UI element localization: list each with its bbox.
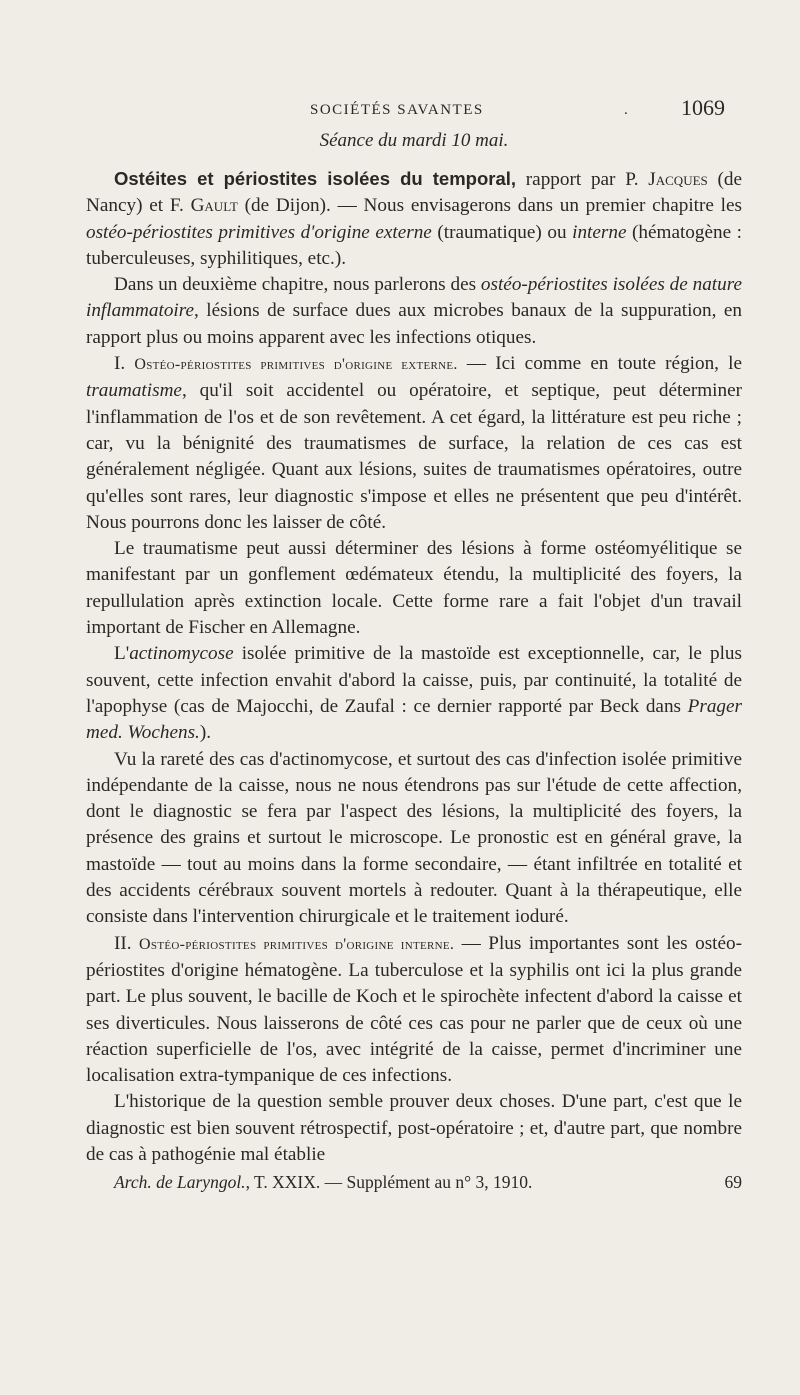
journal-issue: , T. XXIX. — Supplément au n° 3, 1910.	[245, 1172, 533, 1193]
text-run: rapport par P.	[525, 169, 649, 190]
paragraph-1	[86, 166, 742, 272]
paragraph-4: Le traumatisme peut aussi déterminer des lésions à forme ostéomyélitique se manifestant par un gonflement œdémateux étendu, la multiplicité des foyers, la repullulation après extinction locale. Cette forme rare a fait l'objet d'un travail important de Fischer en Allemagne.	[86, 538, 742, 639]
section-heading-2: Ostéo-périostites primitives d'origine interne.	[139, 935, 455, 953]
text-run: (de Dijon). — Nous envisagerons dans un premier chapitre les	[237, 195, 742, 217]
section-heading-1: Ostéo-périostites primitives d'origine externe.	[134, 356, 458, 374]
text-run: I.	[114, 353, 135, 375]
text-run: — Plus importantes sont les ostéo-périostites d'origine hématogène. La tuberculose et la syphilis ont ici la plus grande part. Le plus souvent, le bacille de Koch et le spirochète infectent d'abord la caisse et ses diverticules. Nous laisserons de côté ces cas pour ne parler que de ceux où une réaction superficielle de l'os, avec intégrité de la caisse, permet d'incriminer une localisation extra-tympanique de ces infections.	[86, 932, 743, 1087]
text-run: (de Nancy) et F.	[86, 169, 743, 217]
paragraph-7	[86, 931, 742, 1090]
italic-term: interne	[572, 221, 627, 243]
italic-term: traumatisme	[86, 380, 182, 402]
paragraph-8: L'historique de la question semble prouver deux choses. D'une part, c'est que le diagnostic est bien souvent rétrospectif, post-opératoire ; et, d'autre part, que nombre de cas à pathogénie mal établie	[86, 1091, 742, 1165]
session-title: Séance du mardi 10 mai.	[319, 130, 509, 151]
paragraph-6: Vu la rareté des cas d'actinomycose, et surtout des cas d'infection isolée primitive indépendante de la caisse, nous ne nous étendrons pas sur l'étude de cette affection, dont le diagnostic se fera par l'aspect des lésions, la multiplicité des foyers, la présence des grains et surtout le microscope. Le pronostic est en général grave, la mastoïde — tout au moins dans la forme secondaire, — étant infiltrée en totalité et des accidents cérébraux souvent mortels à redouter. Quant à la thérapeutique, elle consiste dans l'intervention chirurgicale et le traitement ioduré.	[86, 748, 742, 928]
italic-term: actinomycose	[129, 643, 234, 665]
signature-number: 69	[724, 1172, 742, 1193]
italic-term: ostéo-périostites primitives d'origine externe	[86, 221, 432, 243]
paragraph-3	[86, 351, 742, 536]
paragraph-5	[86, 641, 742, 746]
italic-term: ostéo-périostites isolées de nature inflammatoire	[86, 274, 742, 322]
header-dot: .	[624, 102, 630, 118]
article-body	[86, 166, 742, 1168]
text-run: L'	[114, 643, 130, 665]
journal-name: Arch. de Laryngol.	[114, 1172, 246, 1193]
text-run: , lésions de surface dues aux microbes banaux de la suppuration, en rapport plus ou moins apparent avec les infections otiques.	[86, 300, 742, 348]
text-run: , qu'il soit accidentel ou opératoire, et septique, peut déterminer l'inflammation de l'os et de son revêtement. A cet égard, la littérature est peu riche ; car, vu la bénignité des traumatismes de surface, la relation de ces cas est généralement négligée. Quant aux lésions, suites de traumatismes opératoires, outre qu'elles sont rares, leur diagnostic s'impose et elles ne présentent que peu d'intérêt. Nous pourrons donc les laisser de côté.	[86, 380, 742, 533]
paragraph-2	[86, 272, 742, 351]
text-run: (hématogène : tuberculeuses, syphilitiques, etc.).	[86, 221, 742, 269]
author-name: Gault	[190, 195, 238, 217]
page-number: 1069	[681, 95, 725, 120]
author-name: Jacques	[648, 169, 708, 190]
footer	[86, 1170, 742, 1194]
text-run: II.	[114, 932, 140, 954]
article-title: Ostéites et périostites isolées du temporal,	[114, 168, 517, 189]
running-title: SOCIÉTÉS SAVANTES	[310, 102, 484, 118]
italic-citation: Prager med. Wochens.	[86, 695, 742, 744]
text-run: — Ici comme en toute région, le	[457, 353, 743, 375]
running-header	[86, 92, 742, 126]
text-run: ).	[199, 722, 212, 744]
text-run: Dans un deuxième chapitre, nous parlerons des	[114, 274, 481, 296]
text-run: isolée primitive de la mastoïde est exceptionnelle, car, le plus souvent, cette infection envahit d'abord la caisse, puis, par continuité, la totalité de l'apophyse (cas de Majocchi, de Zaufal : ce dernier rapporté par Beck dans	[86, 643, 742, 717]
text-run: (traumatique) ou	[431, 221, 573, 243]
